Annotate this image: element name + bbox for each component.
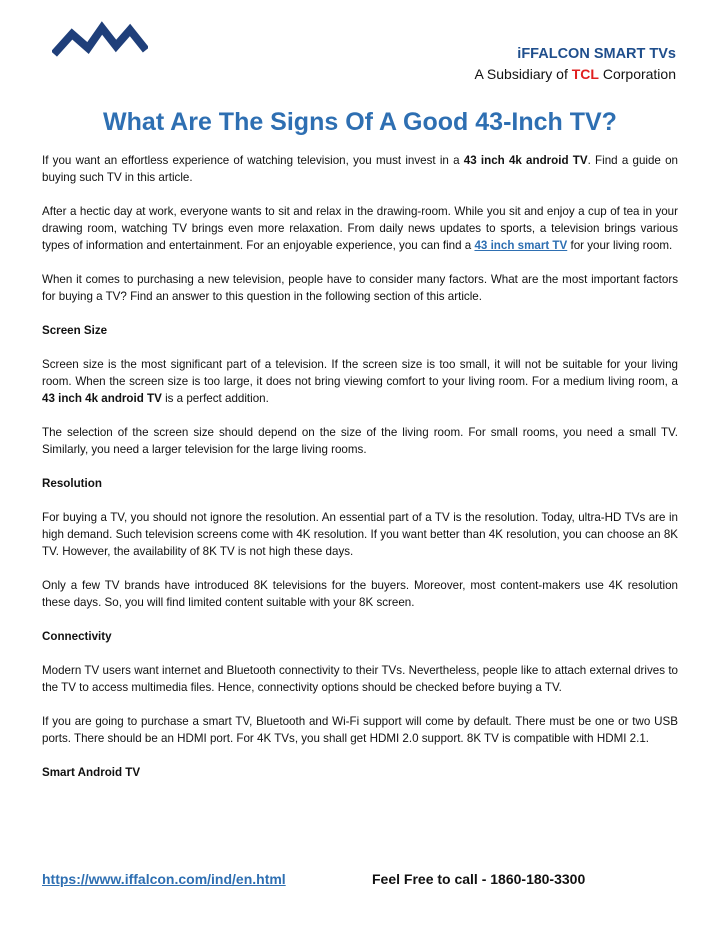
page-title: What Are The Signs Of A Good 43-Inch TV? (103, 108, 617, 136)
intro-paragraph-1 (42, 152, 678, 186)
heading-resolution: Resolution (42, 477, 102, 490)
iffalcon-wave-logo-icon (52, 20, 148, 58)
heading-connectivity: Connectivity (42, 630, 112, 643)
text-span: If you want an effortless experience of watching television, you must invest in a (42, 154, 464, 167)
subsidiary-prefix: A Subsidiary of (474, 66, 572, 82)
intro-paragraph-3: When it comes to purchasing a new television, people have to consider many factors. What are the most important factors for buying a TV? Find an answer to this question in the following section of this article. (42, 273, 678, 303)
text-span: for your living room. (567, 239, 673, 252)
call-text: Feel Free to call - 1860-180-3300 (372, 871, 586, 887)
smart-tv-link[interactable]: 43 inch smart TV (474, 239, 568, 252)
article-body (42, 152, 678, 798)
resolution-paragraph-2: Only a few TV brands have introduced 8K televisions for the buyers. Moreover, most content-makers use 4K resolution these days. So, you will find limited content suitable with your 8K screen. (42, 579, 678, 609)
text-span: is a perfect addition. (161, 392, 269, 405)
brand-block (474, 44, 676, 84)
text-span: . Find a guide on buying such TV in this article. (42, 154, 678, 184)
text-span: Screen size is the most significant part of a television. If the screen size is too small, it will not be suitable for your living room. When the screen size is too large, it does not bring viewing comfort to your living room. For a medium living room, a (42, 358, 678, 388)
bold-keyword: 43 inch 4k android TV (42, 392, 162, 405)
bold-keyword: 43 inch 4k android TV (463, 154, 588, 167)
resolution-paragraph-1: For buying a TV, you should not ignore the resolution. An essential part of a TV is the resolution. Today, ultra-HD TVs are in high demand. Such television screens come with 4K resolution. If you want better than 4K resolution, you can choose an 8K TV. However, the availability of 8K TV is not high these days. (42, 511, 678, 558)
connectivity-paragraph-2: If you are going to purchase a smart TV, Bluetooth and Wi-Fi support will come by default. There must be one or two USB ports. There should be an HDMI port. For 4K TVs, you shall get HDMI 2.0 support. 8K TV is compatible with HDMI 2.1. (42, 715, 678, 745)
connectivity-paragraph-1: Modern TV users want internet and Bluetooth connectivity to their TVs. Nevertheless, people like to attach external drives to the TV to access multimedia files. Hence, connectivity options should be checked before buying a TV. (42, 664, 678, 694)
brand-subsidiary (474, 64, 676, 84)
screen-size-paragraph-1 (42, 356, 678, 407)
footer (42, 871, 682, 887)
subsidiary-suffix: Corporation (598, 66, 676, 82)
text-span: After a hectic day at work, everyone wants to sit and relax in the drawing-room. While you sit and enjoy a cup of tea in your drawing room, watching TV brings even more relaxation. From daily news updates to sports, a television brings various types of information and entertainment. For an enjoyable experience, you can find a (42, 205, 678, 252)
screen-size-paragraph-2: The selection of the screen size should depend on the size of the living room. For small rooms, you need a small TV. Similarly, you need a larger television for the large living rooms. (42, 426, 678, 456)
intro-paragraph-2 (42, 203, 678, 254)
website-link[interactable]: https://www.iffalcon.com/ind/en.html (42, 871, 286, 887)
brand-name: iFFALCON SMART TVs (517, 46, 676, 62)
heading-smart-android-tv: Smart Android TV (42, 766, 141, 779)
tcl-highlight: TCL (571, 66, 599, 82)
heading-screen-size: Screen Size (42, 324, 108, 337)
